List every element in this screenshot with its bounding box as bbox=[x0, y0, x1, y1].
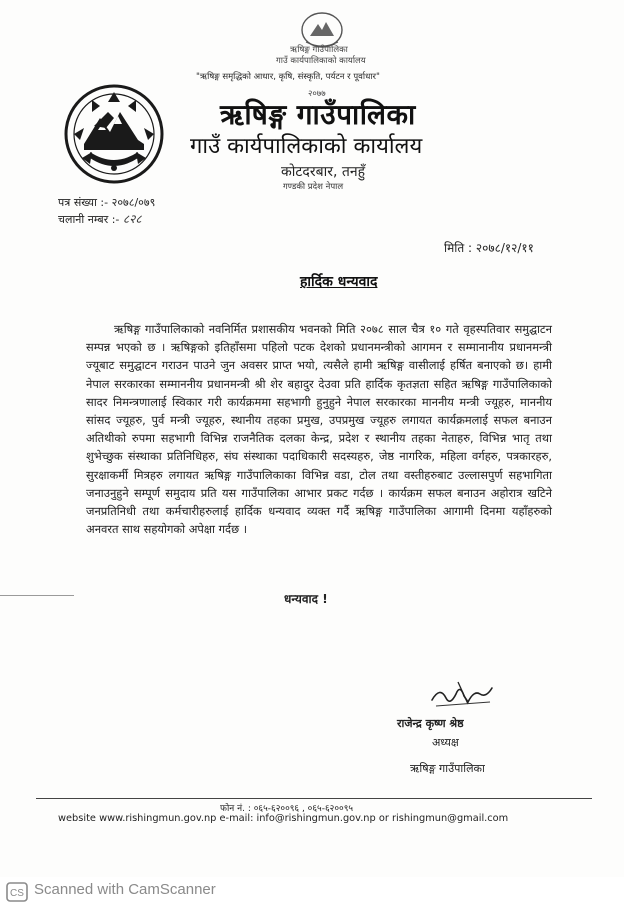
scanner-watermark-text: Scanned with CamScanner bbox=[34, 881, 216, 898]
province: गण्डकी प्रदेश नेपाल bbox=[283, 182, 344, 192]
dispatch-number bbox=[58, 210, 142, 227]
letter-number bbox=[58, 195, 155, 210]
org-name: ऋषिङ्ग गाउँपालिका bbox=[220, 98, 416, 131]
closing-thanks: धन्यवाद ! bbox=[284, 592, 328, 606]
motto: "ऋषिङ्ग समृद्धिको आधार, कृषि, संस्कृति, पर्यटन र पूर्वाधार" bbox=[196, 72, 380, 82]
signatory-org: ऋषिङ्ग गाउँपालिका bbox=[410, 762, 485, 775]
svg-text:CS: CS bbox=[10, 888, 24, 899]
signatory-name: राजेन्द्र कृष्ण श्रेष्ठ bbox=[397, 717, 464, 730]
stamp-line-1: ऋषिङ्ग गाउँपालिका bbox=[290, 45, 348, 55]
fold-line bbox=[0, 595, 74, 596]
footer-contact: website www.rishingmun.gov.np e-mail: info@rishingmun.gov.np or rishingmun@gmail.com bbox=[58, 813, 509, 824]
dispatch-number-value: ८२८ bbox=[122, 212, 142, 226]
dispatch-number-label: चलानी नम्बर :- bbox=[58, 213, 120, 226]
footer-phone: फोन नं. : ०६५-६२००९६ , ०६५-६२००९५ bbox=[220, 804, 354, 814]
handwritten-signature bbox=[428, 676, 498, 710]
letter-number-value: २०७८/०७९ bbox=[111, 196, 156, 209]
footer-divider bbox=[36, 798, 592, 799]
stamp-line-3: २०७७ bbox=[308, 89, 326, 99]
letter-date: मिति : २०७८/१२/११ bbox=[444, 241, 534, 255]
camscanner-logo-icon bbox=[6, 882, 28, 902]
municipality-logo bbox=[62, 82, 166, 186]
letter-number-label: पत्र संख्या :- bbox=[58, 196, 109, 209]
office-location: कोटदरबार, तनहुँ bbox=[281, 164, 366, 180]
letter-heading: हार्दिक धन्यवाद bbox=[300, 274, 378, 290]
office-name: गाउँ कार्यपालिकाको कार्यालय bbox=[190, 134, 423, 159]
letter-body: ऋषिङ्ग गाउँपालिकाको नवनिर्मित प्रशासकीय भवनको मिति २०७८ साल चैत्र १० गते वृहस्पतिवार समुद्घाटन सम्पन्न भएको छ । ऋषिङ्गको इतिहाँसमा पहिलो पटक देशको प्रधानमन्त्रीको आगमन र सम्मानानीय प्रधानमन्त्री ज्यूबाट समुद्घाटन गराउन पाउने जुन अवसर प्राप्त भयो, त्यसैले हामी ऋषिङ्ग वासीलाई हर्षित बनाएको छ। हामी नेपाल सरकारका सम्माननीय प्रधानमन्त्री श्री शेर बहादुर देउवा प्रति हार्दिक कृतज्ञता सहित ऋषिङ्ग गाउँपालिकाको सादर निमन्त्रणालाई स्विकार गरी कार्यक्रममा सहभागी हुनुहुने नेपाल सरकारका माननीय मन्त्री ज्यूहरु, माननीय सांसद ज्यूहरु, पुर्व मन्त्री ज्यूहरु, स्थानीय तहका प्रमुख, उपप्रमुख ज्यूहरु लगायत कार्यक्रमलाई सफल बनाउन अतिथीको रुपमा सहभागी विभिन्न राजनैतिक दलका केन्द्र, प्रदेश र स्थानीय तहका नेताहरु, विभिन्न भातृ तथा शुभेच्छुक संस्थाका प्रतिनिधिहरु, संघ संस्थाका पदाधिकारी सदस्यहरु, जेष्ठ नागरिक, महिला वर्गहरु, पत्रकारहरु, सुरक्षाकर्मी मित्रहरु लगायत ऋषिङ्ग गाउँपालिकाका विभिन्न वडा, टोल तथा वस्तीहरुबाट उल्लासपुर्ण सहभागिता जनाउनुहुने सम्पूर्ण समुदाय प्रति यस गाउँपालिका आभार प्रकट गर्दछ । कार्यक्रम सफल बनाउन अहोरात्र खटिने जनप्रतिनिधी तथा कर्मचारीहरुलाई हार्दिक धन्यवाद व्यक्त गर्दै ऋषिङ्ग गाउँपालिका आगामी दिनमा यहाँहरुको अनवरत साथ सहयोगको अपेक्षा गर्दछ । bbox=[86, 322, 552, 537]
stamp-line-2: गाउँ कार्यपालिकाको कार्यालय bbox=[276, 56, 366, 66]
signatory-title: अध्यक्ष bbox=[432, 736, 459, 749]
